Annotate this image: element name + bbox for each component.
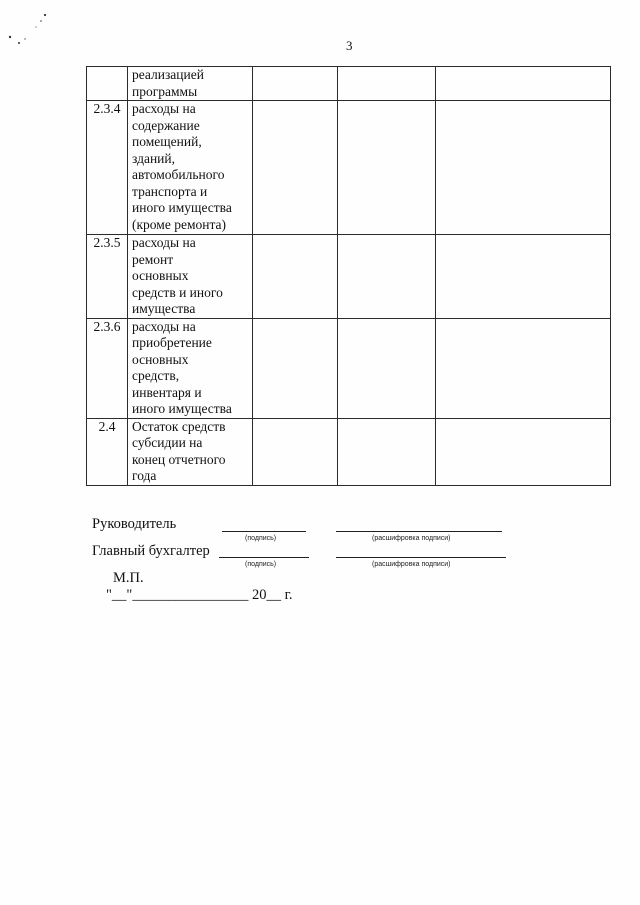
empty-cell: [253, 235, 338, 319]
row-description-text: Остаток средств субсидии на конец отчетного года: [132, 418, 226, 483]
page-number: 3: [346, 38, 353, 53]
head-signature-caption: (подпись): [245, 535, 277, 542]
row-number: 2.3.6: [87, 318, 128, 418]
empty-cell: [338, 418, 436, 485]
row-description: [128, 418, 253, 485]
empty-cell: [338, 318, 436, 418]
empty-cell: [436, 101, 611, 235]
accountant-signature-line: [219, 557, 309, 558]
accountant-decoding-line: [336, 557, 506, 558]
accountant-signature-caption: (подпись): [245, 561, 277, 568]
row-description: [128, 67, 253, 101]
table-row: [87, 418, 611, 485]
row-description: [128, 235, 253, 319]
empty-cell: [338, 67, 436, 101]
stamp-label: М.П.: [113, 570, 144, 586]
head-signature-line: [222, 531, 306, 532]
report-table: [86, 66, 611, 486]
empty-cell: [436, 318, 611, 418]
row-description: [128, 318, 253, 418]
table-row: [87, 67, 611, 101]
row-number: [87, 67, 128, 101]
chief-accountant-label: Главный бухгалтер: [92, 543, 210, 559]
head-label: Руководитель: [92, 516, 177, 532]
row-description-text: реализацией программы: [132, 67, 204, 99]
empty-cell: [253, 318, 338, 418]
row-description-text: расходы на ремонт основных средств и иного имущества: [132, 235, 223, 316]
row-number: 2.3.5: [87, 235, 128, 319]
row-description: [128, 101, 253, 235]
accountant-decoding-caption: (расшифровка подписи): [372, 561, 451, 568]
head-decoding-line: [336, 531, 502, 532]
empty-cell: [253, 67, 338, 101]
row-number: 2.3.4: [87, 101, 128, 235]
row-description-text: расходы на приобретение основных средств, инвентаря и иного имущества: [132, 318, 232, 416]
scan-artifact-marks: [6, 10, 50, 46]
empty-cell: [253, 101, 338, 235]
table-row: [87, 318, 611, 418]
empty-cell: [338, 235, 436, 319]
empty-cell: [436, 235, 611, 319]
empty-cell: [338, 101, 436, 235]
row-description-text: расходы на содержание помещений, зданий, автомобильного транспорта и иного имущества (кроме ремонта): [132, 101, 232, 232]
table-row: [87, 235, 611, 319]
row-number: 2.4: [87, 418, 128, 485]
head-decoding-caption: (расшифровка подписи): [372, 535, 451, 542]
date-line: "__"________________ 20__ г.: [106, 587, 293, 603]
empty-cell: [436, 418, 611, 485]
empty-cell: [253, 418, 338, 485]
table-row: [87, 101, 611, 235]
empty-cell: [436, 67, 611, 101]
